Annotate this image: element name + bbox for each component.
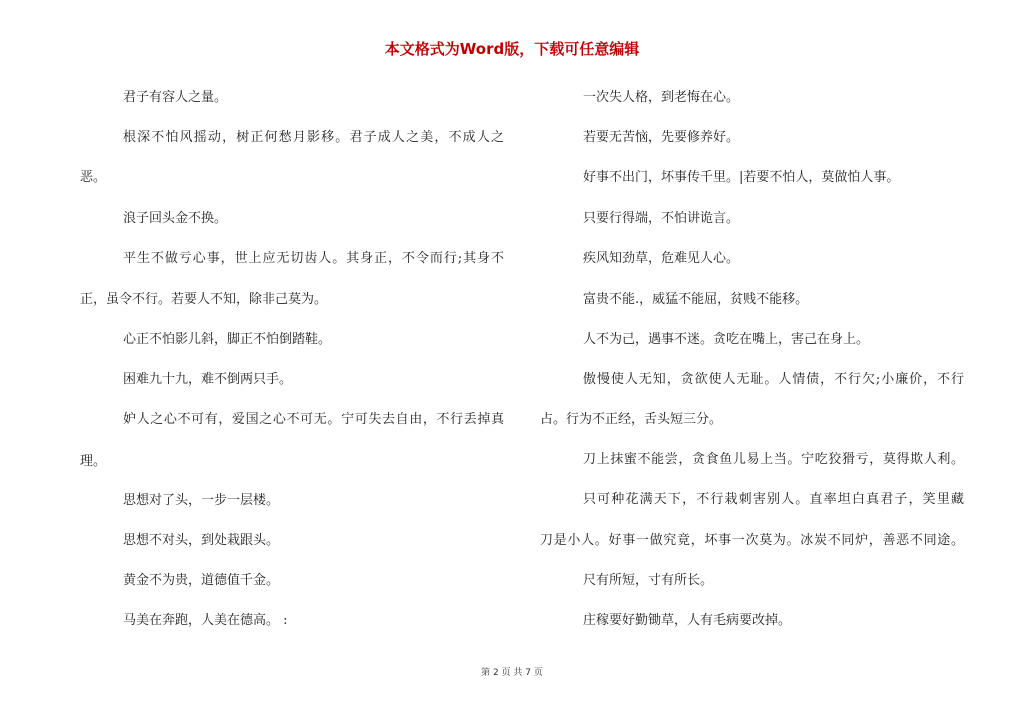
paragraph-line: 心正不怕影儿斜，脚正不怕倒踏鞋。 — [123, 332, 332, 347]
paragraph-line: 妒人之心不可有，爱国之心不可无。宁可失去自由，不行丢掉真 — [123, 412, 504, 427]
paragraph-line: 根深不怕风摇动，树正何愁月影移。君子成人之美，不成人之 — [123, 130, 504, 145]
paragraph-line: 浪子回头金不换。 — [123, 211, 228, 226]
paragraph-line: 马美在奔跑，人美在德高。 : — [123, 613, 288, 628]
paragraph-line: 恶。 — [80, 170, 107, 185]
paragraph-line: 富贵不能.，威猛不能屈，贫贱不能移。 — [583, 292, 809, 307]
paragraph-line: 好事不出门，坏事传千里。|若要不怕人，莫做怕人事。 — [583, 170, 900, 185]
page-number: 第 2 页 共 7 页 — [481, 668, 543, 678]
paragraph-line: 占。行为不正经，舌头短三分。 — [540, 412, 723, 427]
paragraph-line: 理。 — [80, 454, 107, 469]
document-banner: 本文格式为Word版，下载可任意编辑 — [384, 40, 640, 58]
paragraph-line: 只要行得端，不怕讲诡言。 — [583, 211, 740, 226]
paragraph-line: 困难九十九，难不倒两只手。 — [123, 372, 293, 387]
paragraph-line: 刀上抹蜜不能尝，贪食鱼儿易上当。宁吃狡猾亏，莫得欺人利。 — [583, 452, 964, 467]
paragraph-line: 思想不对头，到处栽跟头。 — [123, 533, 280, 548]
paragraph-line: 人不为己，遇事不迷。贪吃在嘴上，害己在身上。 — [583, 332, 870, 347]
paragraph-line: 庄稼要好勤锄草，人有毛病要改掉。 — [583, 613, 792, 628]
paragraph-line: 平生不做亏心事，世上应无切齿人。其身正，不令而行;其身不 — [123, 251, 504, 266]
paragraph-line: 刀是小人。好事一做究竟，坏事一次莫为。冰炭不同炉，善恶不同途。 — [540, 533, 964, 548]
paragraph-line: 疾风知劲草，危难见人心。 — [583, 251, 740, 266]
paragraph-line: 一次失人格，到老悔在心。 — [583, 90, 740, 105]
paragraph-line: 黄金不为贵，道德值千金。 — [123, 573, 280, 588]
paragraph-line: 思想对了头，一步一层楼。 — [123, 493, 280, 508]
paragraph-line: 若要无苦恼，先要修养好。 — [583, 130, 740, 145]
paragraph-line: 尺有所短，寸有所长。 — [583, 573, 714, 588]
paragraph-line: 只可种花满天下，不行栽刺害别人。直率坦白真君子，笑里藏 — [583, 492, 964, 507]
paragraph-line: 正，虽令不行。若要人不知，除非己莫为。 — [80, 292, 328, 307]
paragraph-line: 君子有容人之量。 — [123, 90, 228, 105]
paragraph-line: 傲慢使人无知，贪欲使人无耻。人情债，不行欠;小廉价，不行 — [583, 372, 964, 387]
